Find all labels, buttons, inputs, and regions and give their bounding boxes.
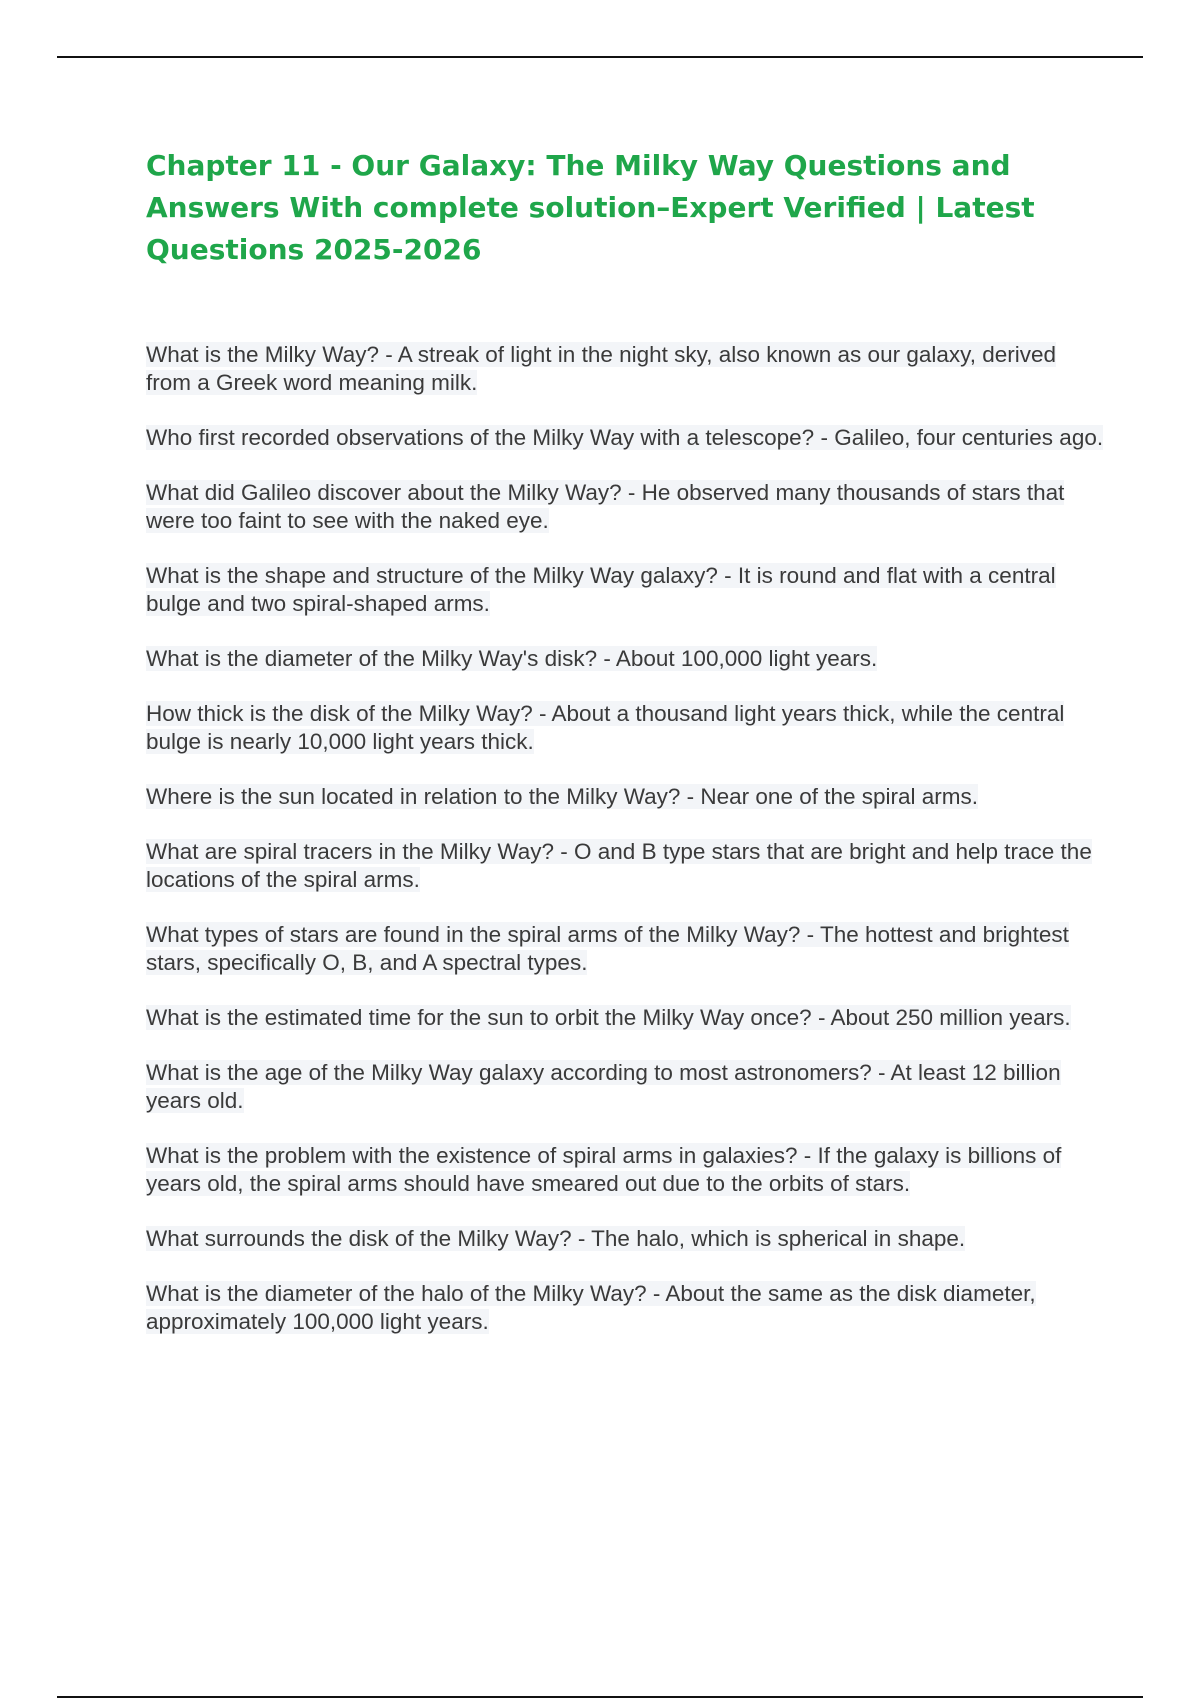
qa-item xyxy=(146,838,1106,894)
header-rule xyxy=(57,56,1143,58)
qa-text: What is the problem with the existence of spiral arms in galaxies? - If the galaxy is billions of years old, the spiral arms should have smeared out due to the orbits of stars. xyxy=(146,1143,1062,1196)
qa-text: What types of stars are found in the spiral arms of the Milky Way? - The hottest and brightest stars, specifically O, B, and A spectral types. xyxy=(146,922,1069,975)
qa-item xyxy=(146,783,1106,811)
qa-item xyxy=(146,479,1106,535)
qa-text: What is the diameter of the halo of the Milky Way? - About the same as the disk diameter, approximately 100,000 light years. xyxy=(146,1281,1036,1334)
qa-item xyxy=(146,700,1106,756)
qa-item xyxy=(146,562,1106,618)
qa-text: Where is the sun located in relation to the Milky Way? - Near one of the spiral arms. xyxy=(146,784,979,809)
qa-text: What is the Milky Way? - A streak of light in the night sky, also known as our galaxy, derived from a Greek word meaning milk. xyxy=(146,342,1056,395)
footer-rule xyxy=(57,1696,1143,1698)
qa-text: What surrounds the disk of the Milky Way? - The halo, which is spherical in shape. xyxy=(146,1226,966,1251)
qa-item xyxy=(146,1280,1106,1336)
qa-item xyxy=(146,1225,1106,1253)
qa-item xyxy=(146,1142,1106,1198)
qa-text: What are spiral tracers in the Milky Way? - O and B type stars that are bright and help trace the locations of the spiral arms. xyxy=(146,839,1092,892)
qa-item xyxy=(146,1059,1106,1115)
qa-text: What is the diameter of the Milky Way's disk? - About 100,000 light years. xyxy=(146,646,878,671)
qa-text: What is the estimated time for the sun to orbit the Milky Way once? - About 250 million years. xyxy=(146,1005,1071,1030)
qa-text: What is the shape and structure of the Milky Way galaxy? - It is round and flat with a central bulge and two spiral-shaped arms. xyxy=(146,563,1056,616)
qa-text: What did Galileo discover about the Milky Way? - He observed many thousands of stars that were too faint to see with the naked eye. xyxy=(146,480,1065,533)
qa-item xyxy=(146,1004,1106,1032)
qa-item xyxy=(146,424,1106,452)
qa-item xyxy=(146,645,1106,673)
qa-item xyxy=(146,921,1106,977)
qa-text: How thick is the disk of the Milky Way? - About a thousand light years thick, while the central bulge is nearly 10,000 light years thick. xyxy=(146,701,1065,754)
qa-item xyxy=(146,341,1106,397)
document-title: Chapter 11 - Our Galaxy: The Milky Way Questions and Answers With complete solution–Expert Verified | Latest Questions 2025-2026 xyxy=(146,149,1035,266)
qa-list xyxy=(146,341,1106,1363)
qa-text: What is the age of the Milky Way galaxy according to most astronomers? - At least 12 billion years old. xyxy=(146,1060,1061,1113)
qa-text: Who first recorded observations of the Milky Way with a telescope? - Galileo, four centuries ago. xyxy=(146,425,1104,450)
